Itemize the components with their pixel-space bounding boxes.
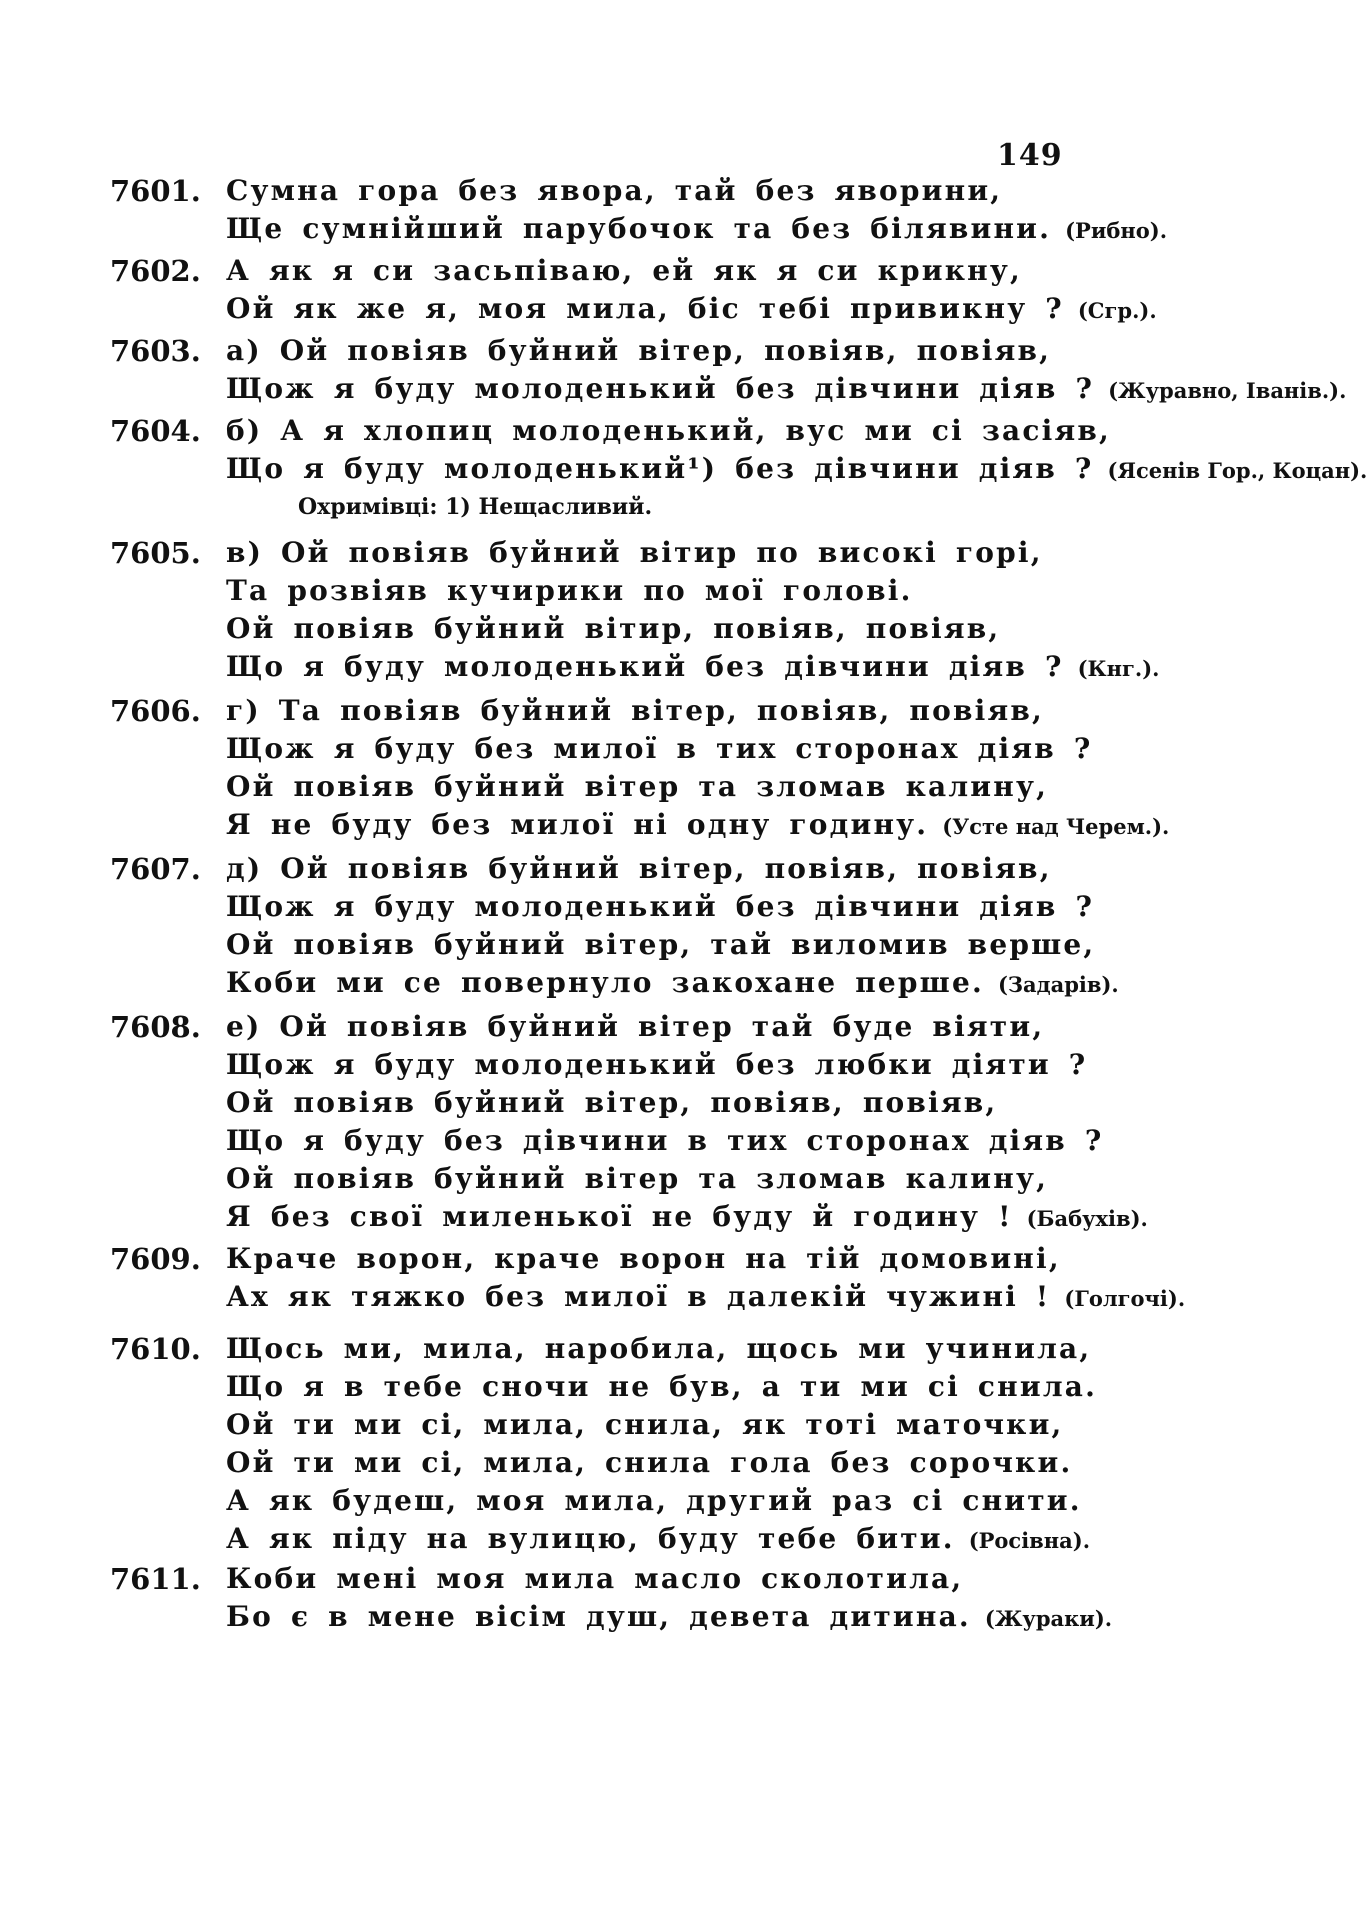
verse-line — [226, 1198, 1148, 1238]
verse-line: в) Ой повіяв буйний вітир по високі горі, — [226, 536, 1043, 569]
verse-line: а) Ой повіяв буйний вітер, повіяв, повіяв, — [226, 334, 1052, 367]
entry-number: 7608. — [110, 1010, 201, 1044]
entry-lines — [226, 850, 1126, 1004]
verse-line: Ой повіяв буйний вітер, тай виломив верше, — [226, 928, 1096, 961]
verse-line: Щож я буду молоденький без любки діяти ? — [226, 1048, 1088, 1081]
verse-line: Ой ти ми сі, мила, снила, як тоті маточки, — [226, 1408, 1064, 1441]
entry-lines — [226, 332, 1347, 410]
entry-lines — [226, 692, 1170, 846]
source-location: (Росівна). — [968, 1528, 1091, 1553]
footnote: Охримівці: 1) Нещасливий. — [298, 494, 653, 520]
verse-text: Я не буду без милої ні одну годину. — [226, 808, 929, 841]
verse-text: Ах як тяжко без милої в далекій чужині ! — [226, 1280, 1051, 1313]
verse-line: Що я буду без дівчини в тих сторонах діяв ? — [226, 1124, 1104, 1157]
entry-number: 7607. — [110, 852, 201, 886]
verse-text: Ой як же я, моя мила, біс тебі привикну ? — [226, 292, 1064, 325]
entry-lines — [226, 534, 1160, 688]
entry-lines — [226, 1008, 1148, 1238]
page-number: 149 — [997, 138, 1063, 173]
verse-line: Ой повіяв буйний вітир, повіяв, повіяв, — [226, 612, 1001, 645]
verse-line: Щось ми, мила, наробила, щось ми учинила, — [226, 1332, 1092, 1365]
verse-line — [226, 1278, 1186, 1318]
verse-line — [226, 210, 1168, 250]
verse-line — [226, 450, 1367, 490]
verse-text: А як піду на вулицю, буду тебе бити. — [226, 1522, 955, 1555]
verse-line: Ой повіяв буйний вітер та зломав калину, — [226, 770, 1049, 803]
verse-line: Щож я буду молоденький без дівчини діяв ? — [226, 890, 1095, 923]
verse-line — [226, 1598, 1126, 1638]
verse-line: Щож я буду без милої в тих сторонах діяв ? — [226, 732, 1093, 765]
entry-number: 7603. — [110, 334, 201, 368]
verse-line — [226, 806, 1170, 846]
source-location: (Голгочі). — [1064, 1286, 1186, 1311]
entry-number: 7609. — [110, 1242, 201, 1276]
verse-line: А як будеш, моя мила, другий раз сі снити. — [226, 1484, 1082, 1517]
source-location: (Бабухів). — [1026, 1206, 1148, 1231]
entry-lines — [226, 412, 1367, 524]
source-location: (Журавно, Іванів.). — [1108, 378, 1347, 403]
verse-line: Ой повіяв буйний вітер, повіяв, повіяв, — [226, 1086, 998, 1119]
verse-line: Коби мені моя мила масло сколотила, — [226, 1562, 964, 1595]
source-location: (Сгр.). — [1077, 298, 1157, 323]
verse-text: Коби ми се повернуло закохане перше. — [226, 966, 984, 999]
entry-number: 7604. — [110, 414, 201, 448]
entry-lines — [226, 1560, 1126, 1638]
entry-number: 7601. — [110, 174, 201, 208]
entry-lines — [226, 252, 1157, 330]
verse-line: Та розвіяв кучирики по мої голові. — [226, 574, 913, 607]
verse-line: д) Ой повіяв буйний вітер, повіяв, повіяв, — [226, 852, 1052, 885]
verse-text: Бо є в мене вісім душ, девета дитина. — [226, 1600, 971, 1633]
verse-line: Що я в тебе сночи не був, а ти ми сі снила. — [226, 1370, 1098, 1403]
source-location: (Усте над Черем.). — [942, 814, 1170, 839]
verse-line — [226, 648, 1160, 688]
verse-text: Що я буду молоденький без дівчини діяв ? — [226, 650, 1064, 683]
verse-text: Щож я буду молоденький без дівчини діяв ? — [226, 372, 1095, 405]
verse-line: Сумна гора без явора, тай без яворини, — [226, 174, 1003, 207]
verse-text: Ще сумнійший парубочок та без білявини. — [226, 212, 1052, 245]
entry-number: 7611. — [110, 1562, 201, 1596]
entry-number: 7602. — [110, 254, 201, 288]
source-location: (Жураки). — [984, 1606, 1113, 1631]
entry-lines — [226, 1240, 1186, 1318]
verse-line — [226, 964, 1126, 1004]
verse-line: б) А я хлопиц молоденький, вус ми сі засіяв, — [226, 414, 1111, 447]
verse-text: Що я буду молоденький¹) без дівчини діяв ? — [226, 452, 1094, 485]
source-location: (Задарів). — [997, 972, 1119, 997]
verse-line: е) Ой повіяв буйний вітер тай буде віяти, — [226, 1010, 1045, 1043]
verse-line: Ой ти ми сі, мила, снила гола без сорочки. — [226, 1446, 1073, 1479]
source-location: (Рибно). — [1065, 218, 1168, 243]
verse-line — [226, 370, 1347, 410]
entry-lines — [226, 172, 1168, 250]
verse-line — [226, 1520, 1126, 1560]
entry-lines — [226, 1330, 1126, 1560]
entry-number: 7606. — [110, 694, 201, 728]
verse-text: Я без свої миленької не буду й годину ! — [226, 1200, 1013, 1233]
entry-number: 7605. — [110, 536, 201, 570]
source-location: (Ясенів Гор., Коцан). — [1107, 458, 1367, 483]
entry-number: 7610. — [110, 1332, 201, 1366]
verse-line: А як я си засьпіваю, ей як я си крикну, — [226, 254, 1022, 287]
verse-line: г) Та повіяв буйний вітер, повіяв, повіяв, — [226, 694, 1044, 727]
verse-line — [226, 290, 1157, 330]
verse-line: Ой повіяв буйний вітер та зломав калину, — [226, 1162, 1049, 1195]
verse-line: Краче ворон, краче ворон на тій домовині, — [226, 1242, 1061, 1275]
source-location: (Кнг.). — [1077, 656, 1160, 681]
